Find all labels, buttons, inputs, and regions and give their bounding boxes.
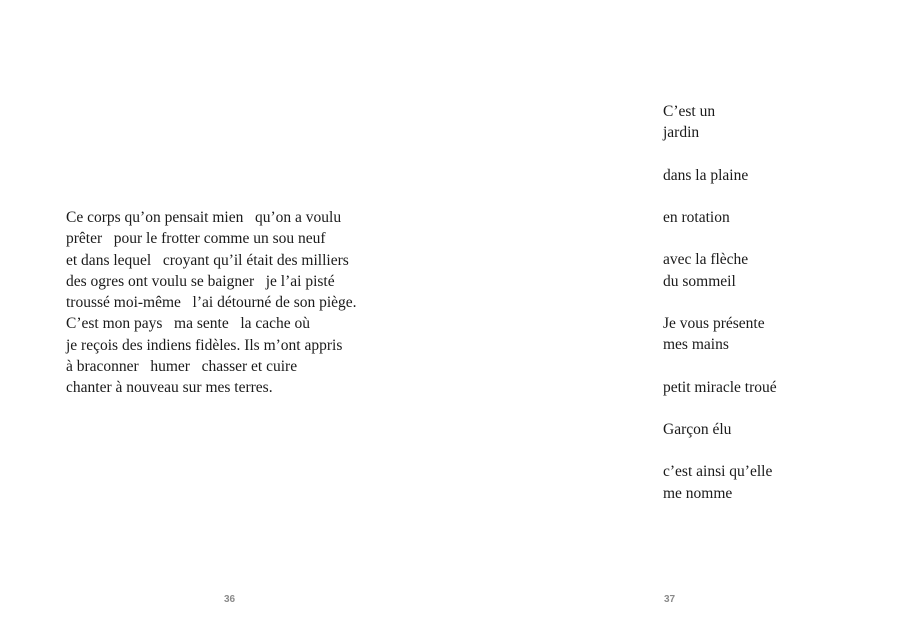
poem-line: petit miracle troué: [663, 378, 777, 396]
poem-stanza: [663, 313, 893, 355]
poem-stanza: [663, 377, 893, 398]
prose-line: à braconner humer chasser et cuire: [66, 358, 298, 376]
poem: [663, 101, 893, 504]
poem-line: en rotation: [663, 208, 730, 226]
poem-line: avec la flèche: [663, 251, 749, 269]
prose-line: C’est mon pays ma sente la cache où: [66, 315, 311, 333]
right-page: [450, 0, 900, 643]
poem-line: me nomme: [663, 484, 733, 502]
poem-stanza: [663, 165, 893, 186]
poem-stanza: [663, 249, 893, 291]
prose-line: prêter pour le frotter comme un sou neuf: [66, 230, 326, 248]
poem-line: mes mains: [663, 336, 729, 354]
prose-line: et dans lequel croyant qu’il était des milliers: [66, 251, 349, 269]
poem-line: du sommeil: [663, 272, 736, 290]
page-number-left: 36: [224, 594, 236, 605]
poem-stanza: [663, 207, 893, 228]
prose-line: Ce corps qu’on pensait mien qu’on a voulu: [66, 209, 342, 226]
poem-stanza: [663, 419, 893, 440]
poem-stanza: [663, 101, 893, 143]
prose-paragraph: [66, 207, 436, 399]
page-number-right: 37: [664, 594, 676, 605]
poem-line: C’est un: [663, 103, 716, 120]
poem-line: dans la plaine: [663, 166, 749, 184]
poem-line: Je vous présente: [663, 314, 765, 332]
prose-line: des ogres ont voulu se baigner je l’ai pisté: [66, 272, 335, 290]
prose-line: troussé moi-même l’ai détourné de son piège.: [66, 294, 357, 312]
poem-stanza: [663, 461, 893, 503]
prose-line: chanter à nouveau sur mes terres.: [66, 379, 273, 397]
poem-line: c’est ainsi qu’elle: [663, 463, 773, 481]
poem-line: jardin: [663, 124, 700, 142]
poem-line: Garçon élu: [663, 420, 732, 438]
prose-line: je reçois des indiens fidèles. Ils m’ont appris: [66, 336, 343, 354]
